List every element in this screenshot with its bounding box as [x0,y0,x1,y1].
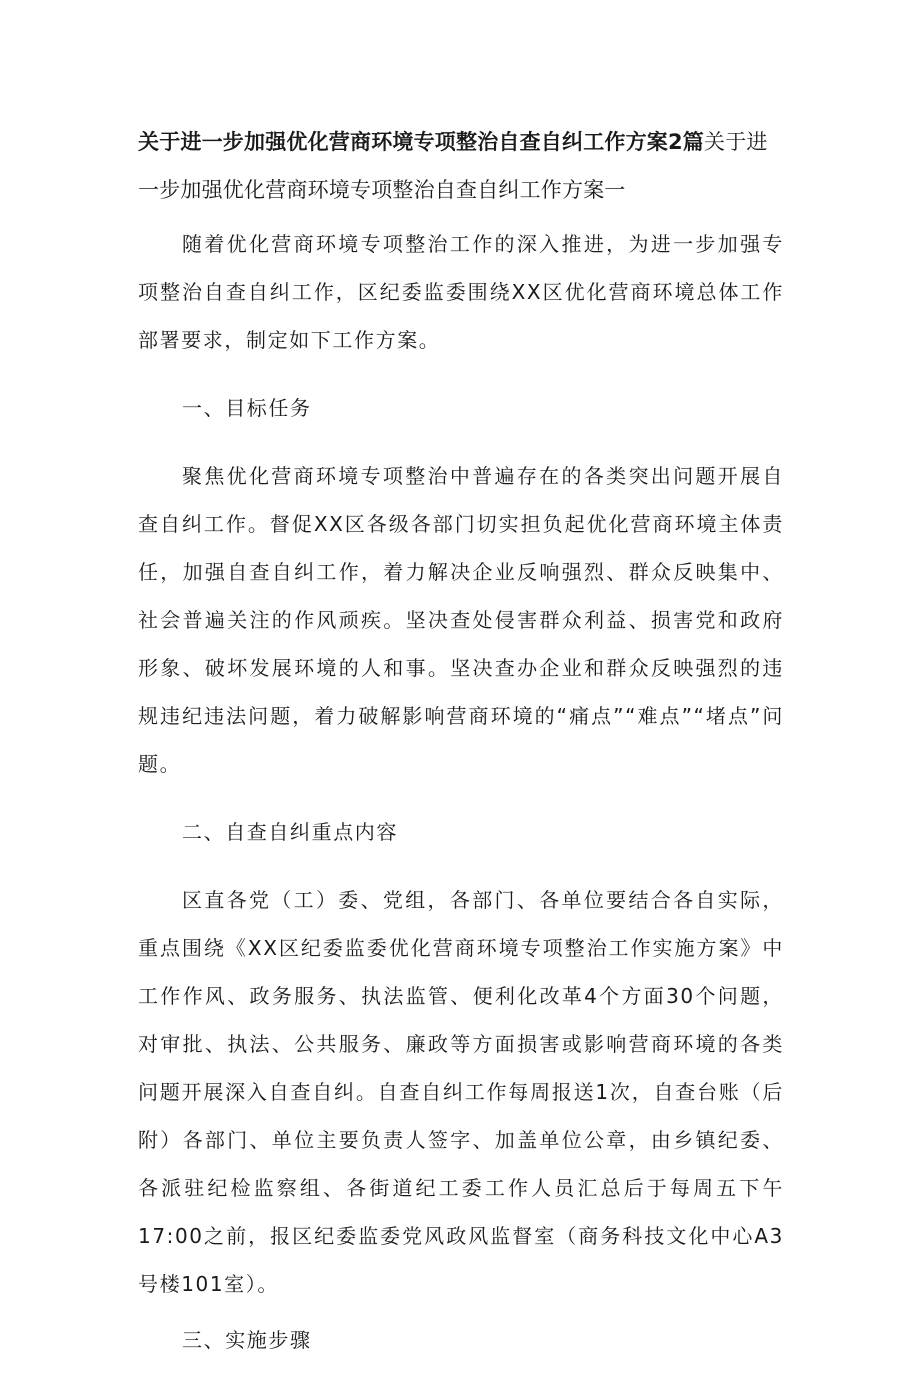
document-title [138,118,784,214]
title-main: 关于进一步加强优化营商环境专项整治自查自纠工作方案2篇 [138,130,705,154]
intro-paragraph: 随着优化营商环境专项整治工作的深入推进，为进一步加强专项整治自查自纠工作，区纪委监委围绕XX区优化营商环境总体工作部署要求，制定如下工作方案。 [138,232,784,352]
section-heading-steps: 三、实施步骤 [182,1328,312,1352]
section-heading-focus: 二、自查自纠重点内容 [182,820,398,844]
focus-paragraph: 区直各党（工）委、党组，各部门、各单位要结合各自实际，重点围绕《XX区纪委监委优化营商环境专项整治工作实施方案》中工作作风、政务服务、执法监管、便利化改革4个方面30个问题，对审批、执法、公共服务、廉政等方面损害或影响营商环境的各类问题开展深入自查自纠。自查自纠工作每周报送1次，自查台账（后附）各部门、单位主要负责人签字、加盖单位公章，由乡镇纪委、各派驻纪检监察组、各街道纪工委工作人员汇总后于每周五下午17:00之前，报区纪委监委党风政风监督室（商务科技文化中心A3号楼101室）。 [138,888,784,1296]
document-page [138,118,784,1384]
title-tail: 关于进一步加强优化营商环境专项整治自查自纠工作方案一 [138,130,768,202]
section-heading-goals: 一、目标任务 [182,396,312,420]
goals-paragraph: 聚焦优化营商环境专项整治中普遍存在的各类突出问题开展自查自纠工作。督促XX区各级各部门切实担负起优化营商环境主体责任，加强自查自纠工作，着力解决企业反响强烈、群众反映集中、社会普遍关注的作风顽疾。坚决查处侵害群众利益、损害党和政府形象、破坏发展环境的人和事。坚决查办企业和群众反映强烈的违规违纪违法问题，着力破解影响营商环境的“痛点”“难点”“堵点”问题。 [138,464,784,776]
